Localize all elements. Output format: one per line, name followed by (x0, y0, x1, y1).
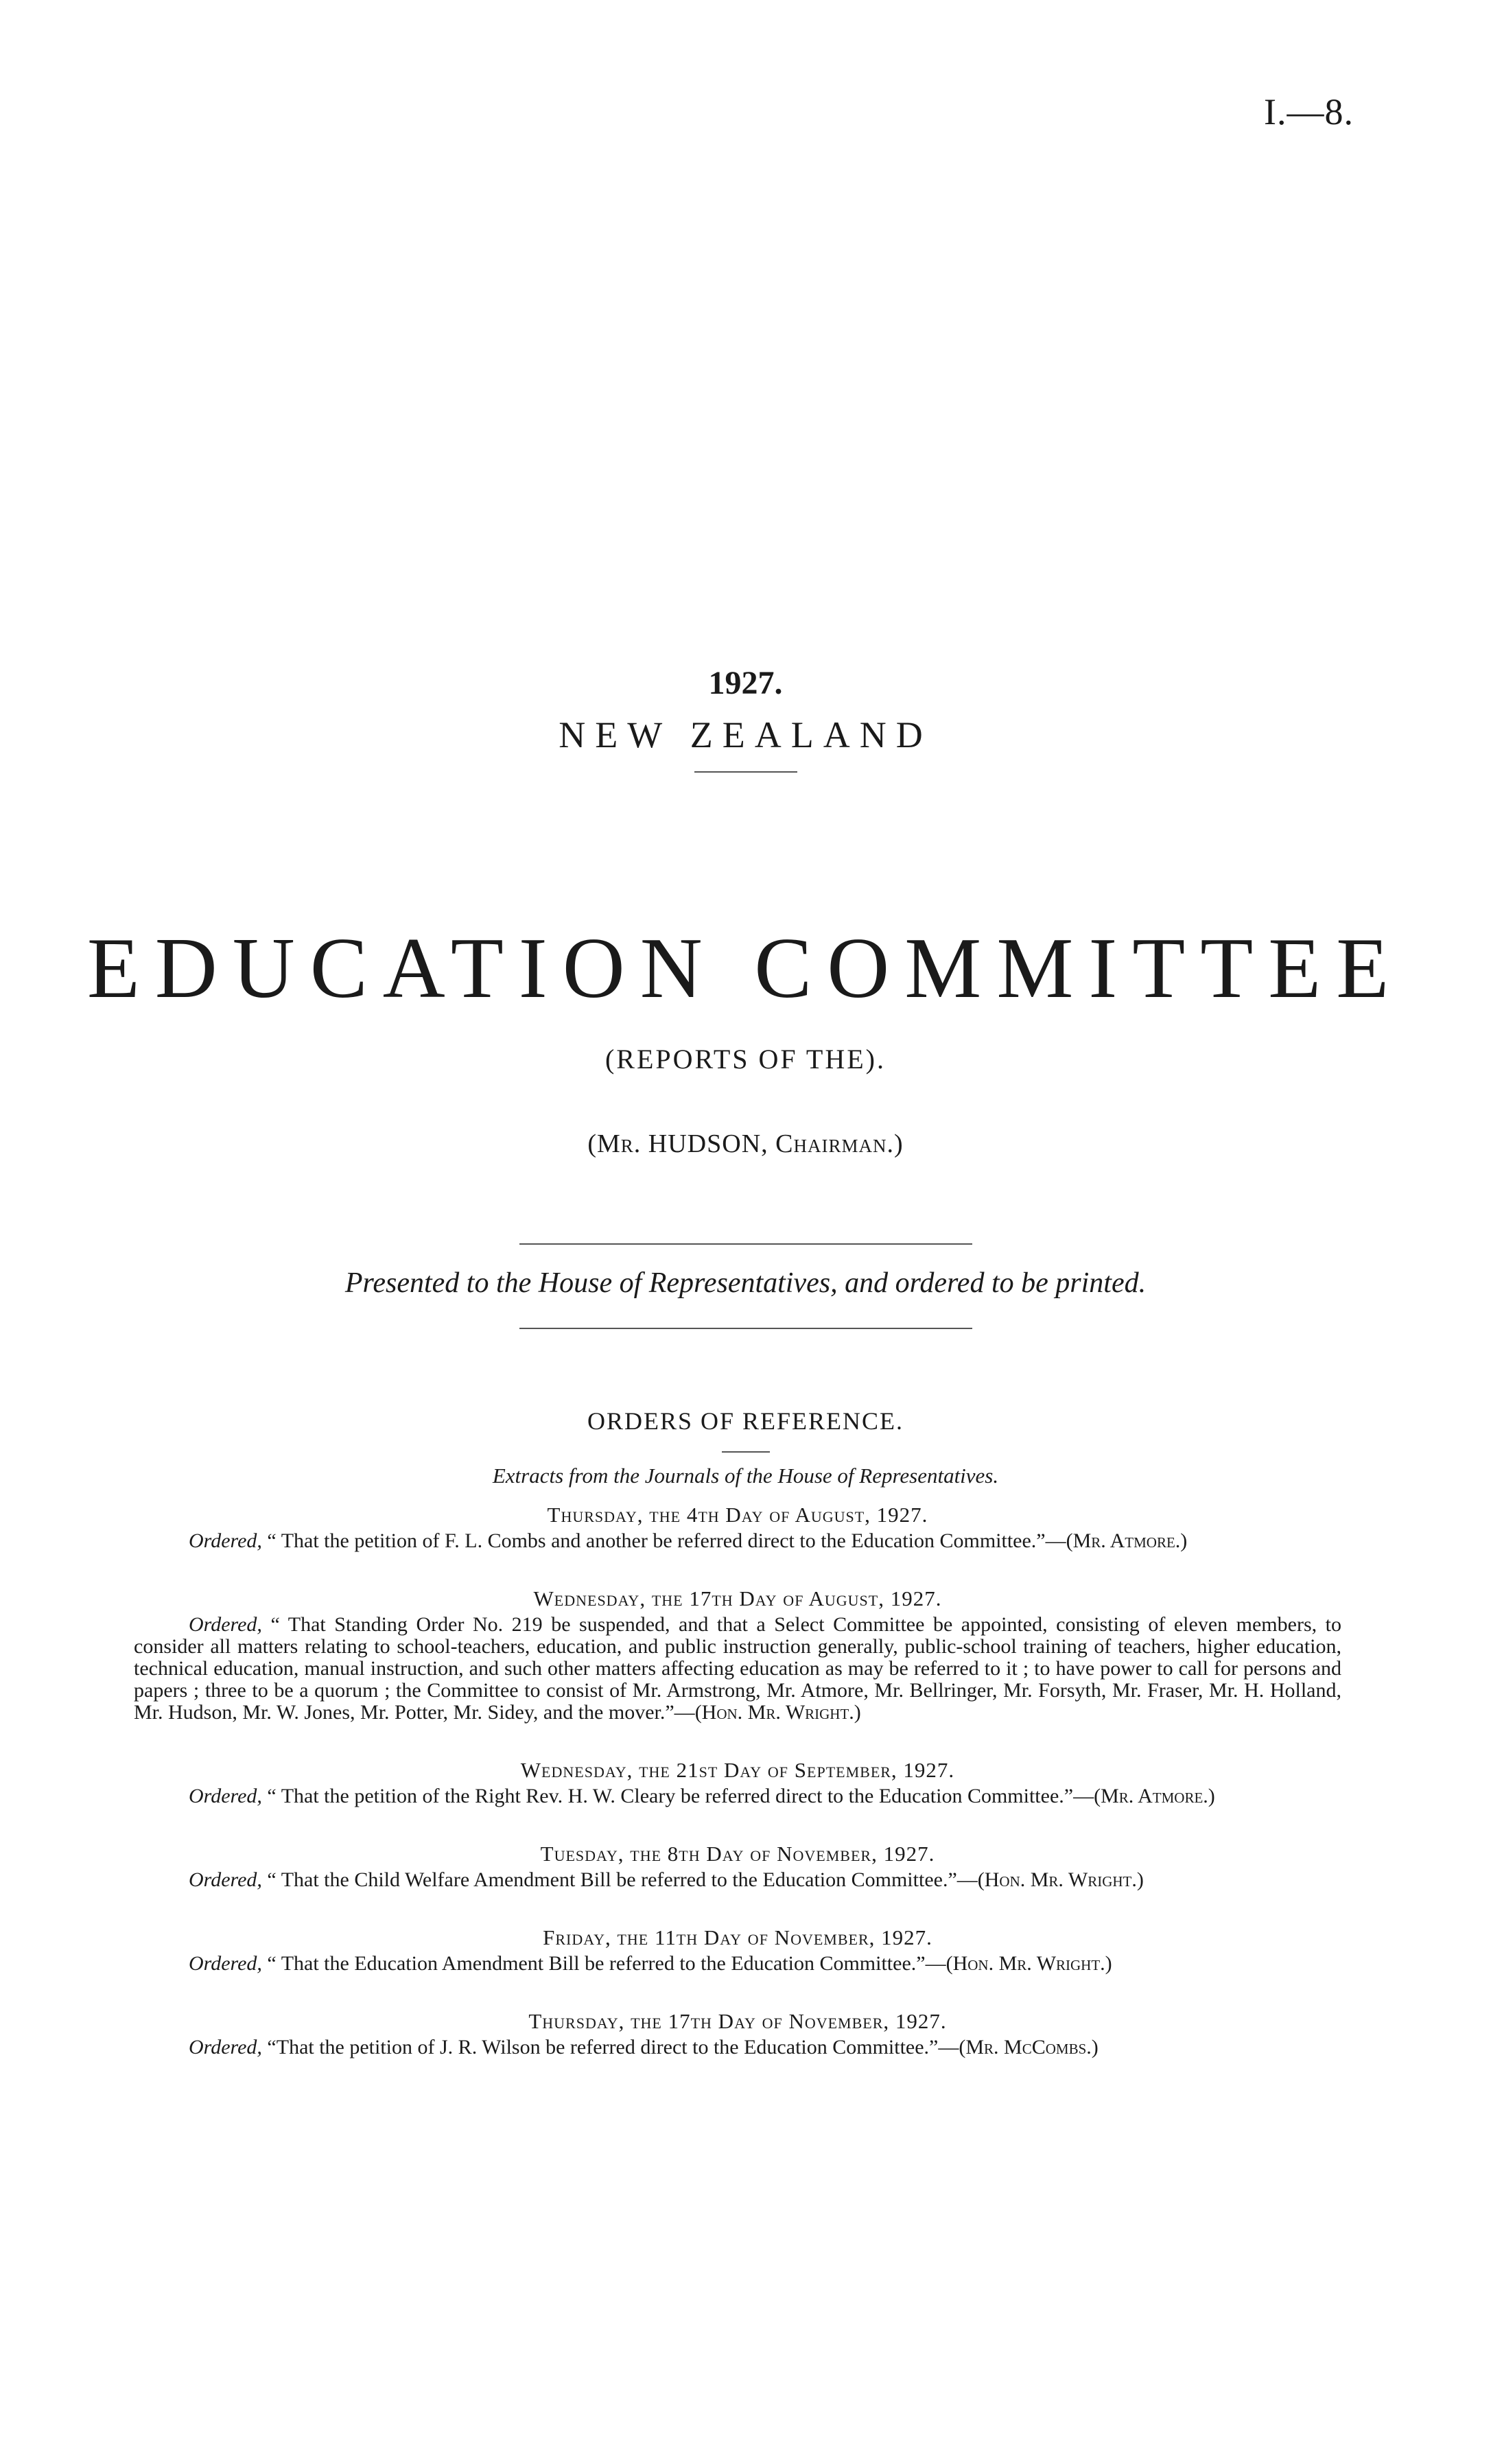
order-body: “ That the Education Amendment Bill be referred to the Education Committee.”— (261, 1952, 946, 1975)
order-date: Wednesday, the 17th Day of August, 1927. (533, 1586, 942, 1610)
order-body: “That the petition of J. R. Wilson be referred direct to the Education Committee.”— (261, 2036, 959, 2058)
order-text (134, 1869, 1341, 1891)
year: 1927. (708, 665, 783, 701)
divider-rule (694, 771, 797, 773)
chairman-line: (Mr. HUDSON, Chairman.) (587, 1129, 904, 1158)
order-text (134, 1530, 1341, 1552)
order-text (134, 2037, 1341, 2058)
order-date: Wednesday, the 21st Day of September, 1927. (520, 1758, 955, 1782)
order-entry (134, 2009, 1341, 2058)
order-body: “ That the Child Welfare Amendment Bill be referred to the Education Committee.”— (261, 1868, 978, 1891)
ordered-label: Ordered, (189, 1529, 262, 1552)
orders-heading: ORDERS OF REFERENCE. (587, 1407, 904, 1435)
order-entry (134, 1842, 1341, 1891)
page-title: EDUCATION COMMITTEE (86, 921, 1405, 1016)
order-body: “ That Standing Order No. 219 be suspended, and that a Select Committee be appointed, consisting of eleven members, to consider all matters relating to school-teachers, education, and public instruction generally, public-school training of teachers, higher education, technical education, manual instruction, and such other matters affecting education as may be referred to it ; to have power to call for persons and papers ; three to be a quorum ; the Committee to consist of Mr. Armstrong, Mr. Atmore, Mr. Bellringer, Mr. Forsyth, Mr. Fraser, Mr. H. Holland, Mr. Hudson, Mr. W. Jones, Mr. Potter, Mr. Sidey, and the mover.”— (134, 1613, 1341, 1724)
subtitle: (REPORTS OF THE). (604, 1044, 886, 1075)
extracts-line: Extracts from the Journals of the House of Representatives. (492, 1464, 999, 1488)
orders-list (134, 1503, 1341, 2093)
order-mover: (Hon. Mr. Wright.) (946, 1952, 1112, 1975)
order-mover: (Mr. Atmore.) (1094, 1785, 1215, 1807)
presented-line: Presented to the House of Representatives, and ordered to be printed. (344, 1267, 1147, 1299)
order-mover: (Hon. Mr. Wright.) (977, 1868, 1144, 1891)
order-mover: (Mr. McCombs.) (959, 2036, 1099, 2058)
divider-rule (519, 1243, 972, 1245)
order-text (134, 1953, 1341, 1975)
ordered-label: Ordered, (189, 2036, 262, 2058)
order-date: Thursday, the 17th Day of November, 1927. (528, 2009, 947, 2033)
order-mover: (Hon. Mr. Wright.) (694, 1701, 861, 1724)
order-body: “ That the petition of the Right Rev. H. W. Cleary be referred direct to the Education Committee.”— (261, 1785, 1094, 1807)
ordered-label: Ordered, (189, 1613, 262, 1636)
order-date: Thursday, the 4th Day of August, 1927. (547, 1503, 928, 1527)
order-text (134, 1614, 1341, 1724)
order-entry (134, 1503, 1341, 1552)
divider-rule (722, 1451, 770, 1453)
order-body: “ That the petition of F. L. Combs and another be referred direct to the Education Committee.”— (261, 1529, 1066, 1552)
order-mover: (Mr. Atmore.) (1066, 1529, 1188, 1552)
order-entry (134, 1758, 1341, 1807)
order-entry (134, 1925, 1341, 1975)
country-heading: NEW ZEALAND (559, 714, 932, 755)
order-date: Tuesday, the 8th Day of November, 1927. (540, 1842, 935, 1866)
ordered-label: Ordered, (189, 1868, 262, 1891)
ordered-label: Ordered, (189, 1952, 262, 1975)
order-date: Friday, the 11th Day of November, 1927. (543, 1925, 932, 1949)
ordered-label: Ordered, (189, 1785, 262, 1807)
order-entry (134, 1586, 1341, 1724)
page-reference: I.—8. (1264, 91, 1354, 132)
divider-rule (519, 1328, 972, 1329)
order-text (134, 1785, 1341, 1807)
